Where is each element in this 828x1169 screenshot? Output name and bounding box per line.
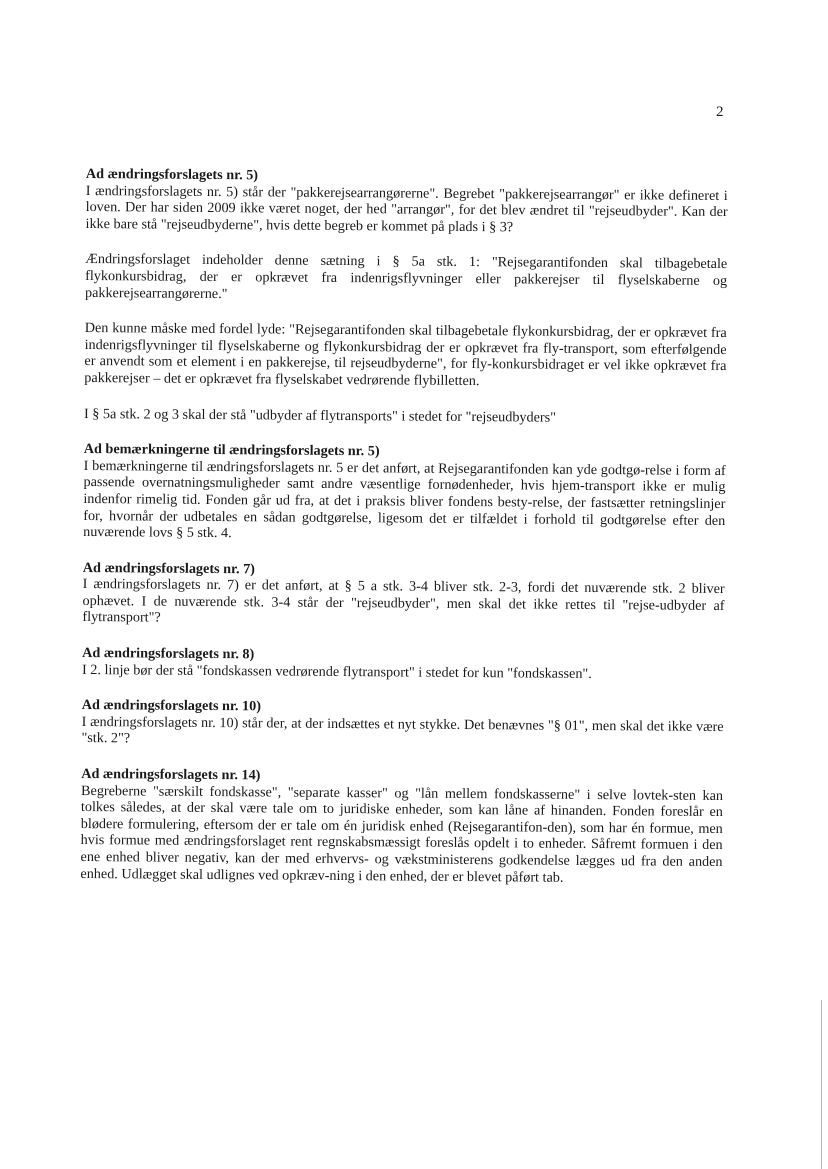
paragraph-5a-stk-2-3: I § 5a stk. 2 og 3 skal der stå "udbyder af flytransports" i stedet for "rejseudbyders" bbox=[83, 405, 557, 426]
section-paragraph: Begreberne "særskilt fondskasse", "separate kasser" og "lån mellem fondskasserne" i selve lovtek-sten kan tolkes således, at der skal være tale om to juridiske enheder, som kan låne af hinanden. Fonden foreslår en blødere formulering, eftersom der er tale om én juridisk enhed (Rejsegarantifon-den), som har én formue, men hvis formue med ændringsforslaget rent regnskabsmæssigt foreslås opdelt i to enheder. Såfremt formuen i den ene enhed bliver negativ, kan der med erhvervs- og vækstministerens godkendelse lægges ud fra den anden enhed. Udlægget skal udlignes ved opkræv-ning i den enhed, der er blevet påført tab. bbox=[80, 782, 724, 886]
section-amendment-5 bbox=[85, 166, 728, 237]
section-paragraph: I 2. linje bør der stå "fondskassen vedrørende flytransport" i stedet for kun "fondskassen". bbox=[81, 661, 592, 682]
section-amendment-8 bbox=[82, 645, 724, 683]
section-heading: Ad ændringsforslagets nr. 10) bbox=[81, 697, 262, 715]
page-number: 2 bbox=[716, 104, 724, 120]
section-heading: Ad ændringsforslagets nr. 7) bbox=[82, 559, 256, 578]
section-remarks-amendment-5 bbox=[83, 441, 726, 546]
section-heading: Ad ændringsforslagets nr. 8) bbox=[82, 645, 255, 663]
section-amendment-10 bbox=[81, 697, 723, 752]
section-heading: Ad ændringsforslagets nr. 14) bbox=[81, 766, 261, 784]
section-heading: Ad bemærkningerne til ændringsforslagets nr. 5) bbox=[83, 441, 380, 460]
section-heading: Ad ændringsforslagets nr. 5) bbox=[85, 166, 259, 184]
scan-edge-line bbox=[821, 1000, 822, 1169]
paragraph-5a-sentence: Ændringsforslaget indeholder denne sætning i § 5a stk. 1: "Rejsegarantifonden skal tilbagebetale flykonkursbidrag, der er opkrævet fra indenrigsflyvninger eller pakkerejser til flyselskaberne og pakkerejsearrangørerne." bbox=[84, 251, 728, 302]
section-amendment-7 bbox=[82, 560, 725, 631]
section-paragraph: I ændringsforslagets nr. 7) er det anført, at § 5 a stk. 3-4 bliver stk. 2-3, fordi det nuværende stk. 2 bliver ophævet. I de nuværende stk. 3-4 står der "rejseudbyder", men skal det ikke rettes til "rejse-udbyder af flytransport"? bbox=[82, 576, 725, 627]
section-paragraph: I bemærkningerne til ændringsforslagets nr. 5 er det anført, at Rejsegarantifonden kan yde godtgø-relse i form af passende overnatningsmuligheder samt andre væsentlige fornødenheder, hvis hjem-transport ikke er mulig indenfor rimelig tid. Fonden går ud fra, at det i praksis bliver fondens besty-relse, der fastsætter retningslinjer for, hvornår der udbetales en sådan godtgørelse, ligesom det er tilfældet i forhold til godtgørelse efter den nuværende lovs § 5 stk. 4. bbox=[83, 457, 726, 542]
section-paragraph: I ændringsforslagets nr. 10) står der, at der indsættes et nyt stykke. Det benævnes "§ 01", men skal det ikke være "stk. 2"? bbox=[81, 713, 724, 747]
document-body bbox=[80, 166, 728, 906]
paragraph-proposed-wording: Den kunne måske med fordel lyde: "Rejsegarantifonden skal tilbagebetale flykonkursbidrag, der er opkrævet fra indenrigsflyvninger til flyselskaberne og flykonkursbidrag der er opkrævet fra fly-transport, som efterfølgende er anvendt som et element i en pakkerejse, til rejseudbyderne", for fly-konkursbidraget er vel ikke opkrævet fra pakkerejser – det er opkrævet fra flyselskabet vedrørende flybilletten. bbox=[84, 320, 727, 390]
section-paragraph: I ændringsforslagets nr. 5) står der "pakkerejsearrangørerne". Begrebet "pakkerejsearrangør" er ikke defineret i loven. Der har siden 2009 ikke været noget, der hed "arrangør", for det blev ændret til "rejseudbyder". Kan der ikke bare stå "rejseudbyderne", hvis dette begreb er kommet på plads i § 3? bbox=[85, 182, 728, 236]
section-amendment-14 bbox=[80, 766, 723, 887]
